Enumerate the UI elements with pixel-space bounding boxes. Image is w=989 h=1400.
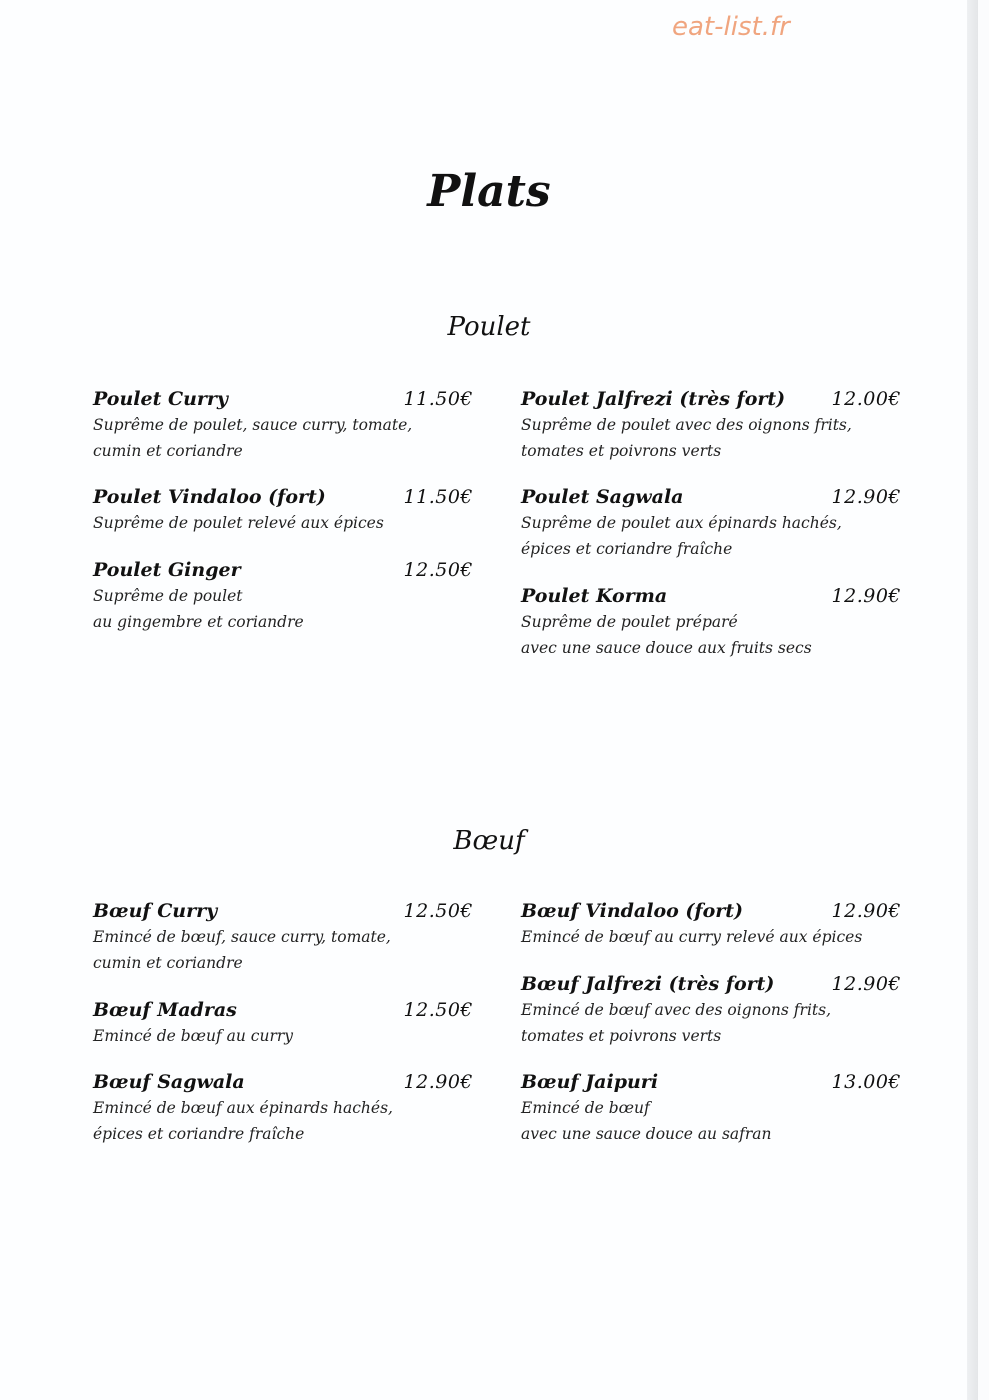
- menu-item: [521, 486, 901, 562]
- description-line: Emincé de bœuf aux épinards hachés,: [93, 1099, 393, 1117]
- description-line: épices et coriandre fraîche: [521, 540, 733, 558]
- menu-item: [521, 900, 901, 950]
- section-title-boeuf: Bœuf: [453, 826, 525, 856]
- item-name: Poulet Sagwala: [521, 486, 684, 508]
- item-description: [521, 924, 901, 950]
- watermark: eat-list.fr: [672, 12, 790, 42]
- item-price: 13.00€: [831, 1071, 901, 1093]
- item-description: [521, 510, 901, 562]
- item-description: [93, 1023, 473, 1049]
- section-title-poulet: Poulet: [447, 312, 531, 342]
- item-price: 12.50€: [403, 999, 473, 1021]
- menu-item: [521, 973, 901, 1049]
- description-line: Emincé de bœuf avec des oignons frits,: [521, 1001, 832, 1019]
- description-line: Emincé de bœuf, sauce curry, tomate,: [93, 928, 391, 946]
- description-line: avec une sauce douce aux fruits secs: [521, 639, 812, 657]
- description-line: tomates et poivrons verts: [521, 1027, 722, 1045]
- item-name: Bœuf Madras: [93, 999, 237, 1021]
- description-line: Suprême de poulet avec des oignons frits,: [521, 416, 852, 434]
- menu-item: [521, 585, 901, 661]
- description-line: Emincé de bœuf au curry: [93, 1027, 294, 1045]
- description-line: Suprême de poulet relevé aux épices: [93, 514, 384, 532]
- description-line: Suprême de poulet préparé: [521, 613, 738, 631]
- item-name: Bœuf Sagwala: [93, 1071, 245, 1093]
- item-description: [93, 510, 473, 536]
- item-price: 11.50€: [403, 388, 473, 410]
- description-line: Emincé de bœuf: [521, 1099, 650, 1117]
- menu-item: [93, 900, 473, 976]
- item-name: Bœuf Vindaloo (fort): [521, 900, 744, 922]
- menu-item: [521, 1071, 901, 1147]
- menu-item: [93, 999, 473, 1049]
- item-name: Poulet Korma: [521, 585, 668, 607]
- item-description: [93, 924, 473, 976]
- item-price: 12.90€: [831, 486, 901, 508]
- menu-item: [93, 559, 473, 635]
- item-price: 12.50€: [403, 559, 473, 581]
- item-name: Poulet Ginger: [93, 559, 241, 581]
- description-line: cumin et coriandre: [93, 442, 243, 460]
- item-description: [521, 609, 901, 661]
- item-price: 11.50€: [403, 486, 473, 508]
- item-price: 12.50€: [403, 900, 473, 922]
- description-line: avec une sauce douce au safran: [521, 1125, 772, 1143]
- item-name: Bœuf Jaipuri: [521, 1071, 659, 1093]
- description-line: au gingembre et coriandre: [93, 613, 304, 631]
- description-line: tomates et poivrons verts: [521, 442, 722, 460]
- menu-item: [93, 1071, 473, 1147]
- item-description: [521, 1095, 901, 1147]
- item-price: 12.00€: [831, 388, 901, 410]
- item-description: [93, 583, 473, 635]
- description-line: Suprême de poulet, sauce curry, tomate,: [93, 416, 413, 434]
- description-line: épices et coriandre fraîche: [93, 1125, 305, 1143]
- item-name: Bœuf Curry: [93, 900, 218, 922]
- description-line: Suprême de poulet: [93, 587, 243, 605]
- description-line: cumin et coriandre: [93, 954, 243, 972]
- item-description: [93, 412, 473, 464]
- page-title: Plats: [427, 166, 551, 217]
- menu-item: [521, 388, 901, 464]
- description-line: Suprême de poulet aux épinards hachés,: [521, 514, 842, 532]
- item-description: [521, 412, 901, 464]
- menu-item: [93, 388, 473, 464]
- item-description: [521, 997, 901, 1049]
- item-name: Poulet Jalfrezi (très fort): [521, 388, 786, 410]
- item-name: Poulet Curry: [93, 388, 228, 410]
- item-price: 12.90€: [403, 1071, 473, 1093]
- menu-item: [93, 486, 473, 536]
- item-price: 12.90€: [831, 900, 901, 922]
- item-name: Poulet Vindaloo (fort): [93, 486, 326, 508]
- item-name: Bœuf Jalfrezi (très fort): [521, 973, 775, 995]
- description-line: Emincé de bœuf au curry relevé aux épices: [521, 928, 863, 946]
- item-price: 12.90€: [831, 973, 901, 995]
- item-price: 12.90€: [831, 585, 901, 607]
- item-description: [93, 1095, 473, 1147]
